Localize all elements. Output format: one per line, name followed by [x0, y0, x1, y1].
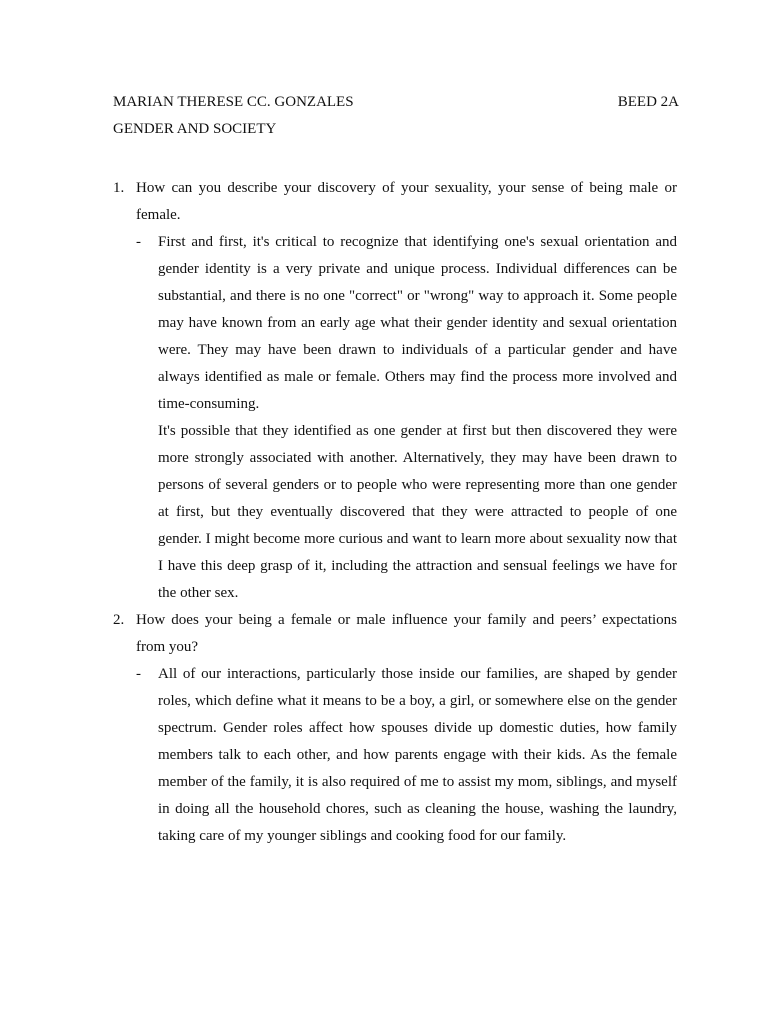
question-item-2 — [113, 607, 677, 850]
answer-block — [136, 229, 677, 607]
answer-block — [136, 661, 677, 850]
answer-bullet: - — [136, 666, 141, 682]
answer-paragraph: First and first, it's critical to recognize that identifying one's sexual orientation and gender identity is a very private and unique process. Individual differences can be substantial, and there is no one "correct" or "wrong" way to approach it. Some people may have known from an early age what their gender identity and sexual orientation were. They may have been drawn to individuals of a particular gender and have always identified as male or female. Others may find the process more involved and time-consuming. — [158, 234, 677, 412]
question-number: 1. — [113, 180, 125, 196]
question-item-1 — [113, 175, 677, 607]
answer-bullet: - — [136, 234, 141, 250]
answer-paragraph: All of our interactions, particularly those inside our families, are shaped by gender roles, which define what it means to be a boy, a girl, or somewhere else on the gender spectrum. Gender roles affect how spouses divide up domestic duties, how family members talk to each other, and how parents engage with their kids. As the female member of the family, it is also required of me to assist my mom, siblings, and myself in doing all the household chores, such as cleaning the house, washing the laundry, taking care of my younger siblings and cooking food for our family. — [158, 666, 677, 844]
student-name: MARIAN THERESE CC. GONZALES — [113, 94, 354, 110]
question-number: 2. — [113, 612, 125, 628]
question-text: How can you describe your discovery of your sexuality, your sense of being male or female. — [136, 180, 677, 223]
question-text: How does your being a female or male influence your family and peers’ expectations from you? — [136, 612, 677, 655]
answer-paragraph: It's possible that they identified as one gender at first but then discovered they were more strongly associated with another. Alternatively, they may have been drawn to persons of several genders or to people who were representing more than one gender at first, but they eventually discovered that they were attracted to people of one gender. I might become more curious and want to learn more about sexuality now that I have this deep grasp of it, including the attraction and sensual feelings we have for the other sex. — [158, 423, 677, 601]
question-list — [113, 175, 677, 850]
subject-title: GENDER AND SOCIETY — [113, 121, 277, 137]
header-row — [113, 89, 679, 116]
document-page — [113, 89, 677, 850]
student-section: BEED 2A — [617, 94, 679, 110]
